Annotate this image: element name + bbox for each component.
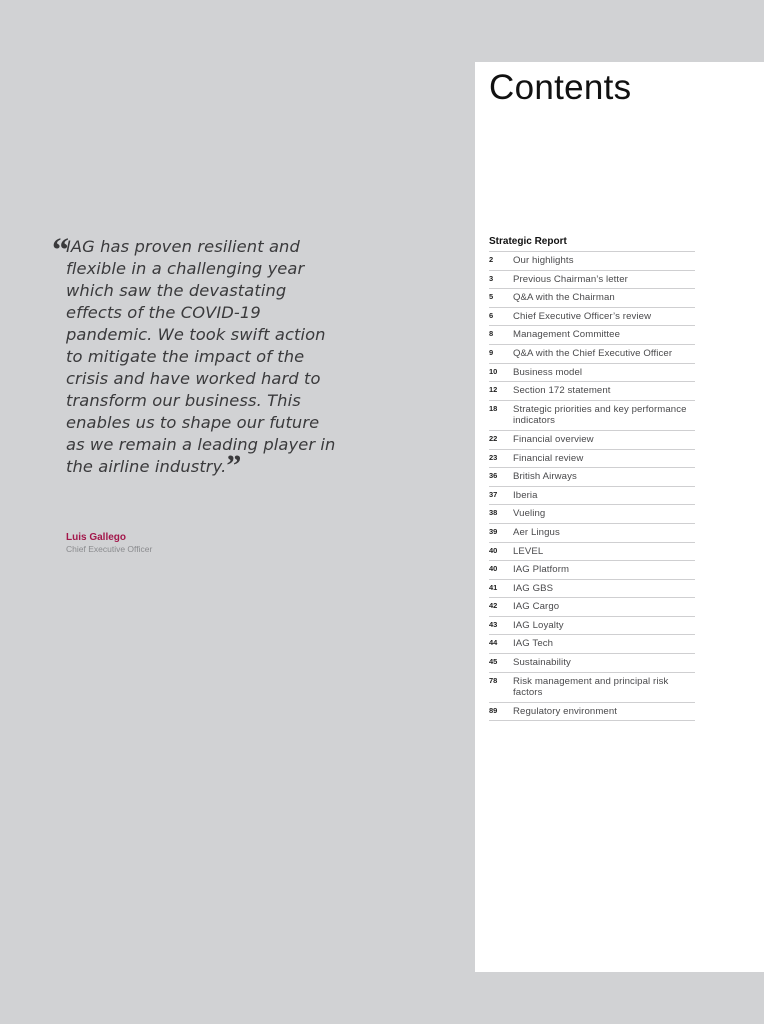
toc-page-number: 43: [489, 619, 498, 629]
toc-link-label[interactable]: IAG Platform: [513, 564, 570, 576]
toc-item[interactable]: [489, 308, 695, 327]
open-quote-mark: “: [52, 232, 70, 269]
toc-item[interactable]: [489, 617, 695, 636]
toc-page-number: 89: [489, 705, 498, 715]
toc-item[interactable]: [489, 289, 695, 308]
toc-item[interactable]: [489, 561, 695, 580]
toc-link-label[interactable]: Risk management and principal risk factors: [513, 675, 669, 699]
toc-item[interactable]: [489, 703, 695, 722]
toc-page-number: 8: [489, 329, 494, 339]
toc-item[interactable]: [489, 345, 695, 364]
toc-link-label[interactable]: Financial overview: [513, 433, 594, 445]
toc-page-number: 10: [489, 366, 498, 376]
toc-page-number: 12: [489, 385, 498, 395]
toc-link-label[interactable]: Section 172 statement: [513, 385, 611, 397]
author-role: Chief Executive Officer: [66, 544, 153, 554]
toc-item[interactable]: [489, 598, 695, 617]
toc-link-label[interactable]: Management Committee: [513, 329, 621, 341]
toc-item[interactable]: [489, 326, 695, 345]
page-title: Contents: [489, 68, 632, 107]
toc-item[interactable]: [489, 271, 695, 290]
toc-link-label[interactable]: Q&A with the Chairman: [513, 292, 615, 304]
toc-link-label[interactable]: Our highlights: [513, 255, 574, 266]
toc-page-number: 40: [489, 545, 498, 555]
close-quote-mark: ”: [226, 449, 242, 482]
toc-page-number: 6: [489, 310, 494, 320]
toc-item[interactable]: [489, 505, 695, 524]
quote-body: IAG has proven resilient and flexible in a challenging year which saw the devastating effects of the COVID-19 pandemic. We took swift action to mitigate the impact of the crisis and have worked hard to transform our business. This enables us to shape our future as we remain a leading player in the airline industry.: [66, 237, 336, 476]
toc-item[interactable]: [489, 487, 695, 506]
toc-link-label[interactable]: Sustainability: [513, 657, 571, 669]
toc-link-label[interactable]: LEVEL: [513, 545, 544, 557]
toc-section-heading: Strategic Report: [489, 235, 695, 252]
toc-item[interactable]: [489, 252, 695, 271]
toc-item[interactable]: [489, 673, 695, 703]
toc-link-label[interactable]: Regulatory environment: [513, 705, 618, 717]
toc-link-label[interactable]: Business model: [513, 366, 583, 378]
toc-link-label[interactable]: Q&A with the Chief Executive Officer: [513, 347, 673, 359]
toc-item[interactable]: [489, 580, 695, 599]
toc-page-number: 45: [489, 657, 498, 667]
toc-page-number: 37: [489, 489, 498, 499]
toc-page-number: 5: [489, 292, 494, 302]
toc-link-label[interactable]: Iberia: [513, 489, 538, 501]
toc-item[interactable]: [489, 468, 695, 487]
toc-page-number: 44: [489, 638, 498, 648]
toc-link-label[interactable]: IAG Tech: [513, 638, 554, 650]
toc-link-label[interactable]: Vueling: [513, 508, 546, 520]
quote-text-block: [52, 232, 342, 482]
toc-item[interactable]: [489, 382, 695, 401]
toc-item[interactable]: [489, 431, 695, 450]
table-of-contents: [489, 235, 695, 721]
toc-page-number: 3: [489, 273, 494, 283]
toc-item[interactable]: [489, 635, 695, 654]
toc-page-number: 36: [489, 471, 498, 481]
toc-link-label[interactable]: Financial review: [513, 452, 584, 464]
toc-link-label[interactable]: Previous Chairman’s letter: [513, 273, 628, 285]
toc-page-number: 40: [489, 564, 498, 574]
toc-link-label[interactable]: IAG Cargo: [513, 601, 560, 613]
toc-page-number: 2: [489, 255, 494, 264]
toc-page-number: 18: [489, 403, 498, 413]
toc-page-number: 23: [489, 452, 498, 462]
toc-item[interactable]: [489, 524, 695, 543]
toc-link-label[interactable]: British Airways: [513, 471, 577, 483]
contents-panel: [475, 62, 764, 972]
toc-item[interactable]: [489, 450, 695, 469]
toc-link-label[interactable]: Aer Lingus: [513, 526, 560, 538]
toc-page-number: 41: [489, 582, 498, 592]
toc-link-label[interactable]: IAG Loyalty: [513, 619, 564, 631]
toc-item[interactable]: [489, 654, 695, 673]
toc-item[interactable]: [489, 401, 695, 431]
toc-page-number: 78: [489, 675, 498, 685]
toc-link-label[interactable]: Strategic priorities and key performance indicators: [513, 403, 687, 427]
ceo-quote: [52, 232, 342, 482]
toc-link-label[interactable]: Chief Executive Officer’s review: [513, 310, 652, 322]
toc-page-number: 22: [489, 433, 498, 443]
toc-page-number: 39: [489, 526, 498, 536]
toc-page-number: 9: [489, 347, 494, 357]
toc-page-number: 38: [489, 508, 498, 518]
toc-list: [489, 252, 695, 721]
toc-link-label[interactable]: IAG GBS: [513, 582, 554, 594]
author-name: Luis Gallego: [66, 532, 127, 543]
toc-item[interactable]: [489, 364, 695, 383]
quote-attribution: [66, 531, 152, 555]
toc-page-number: 42: [489, 601, 498, 611]
toc-item[interactable]: [489, 543, 695, 562]
